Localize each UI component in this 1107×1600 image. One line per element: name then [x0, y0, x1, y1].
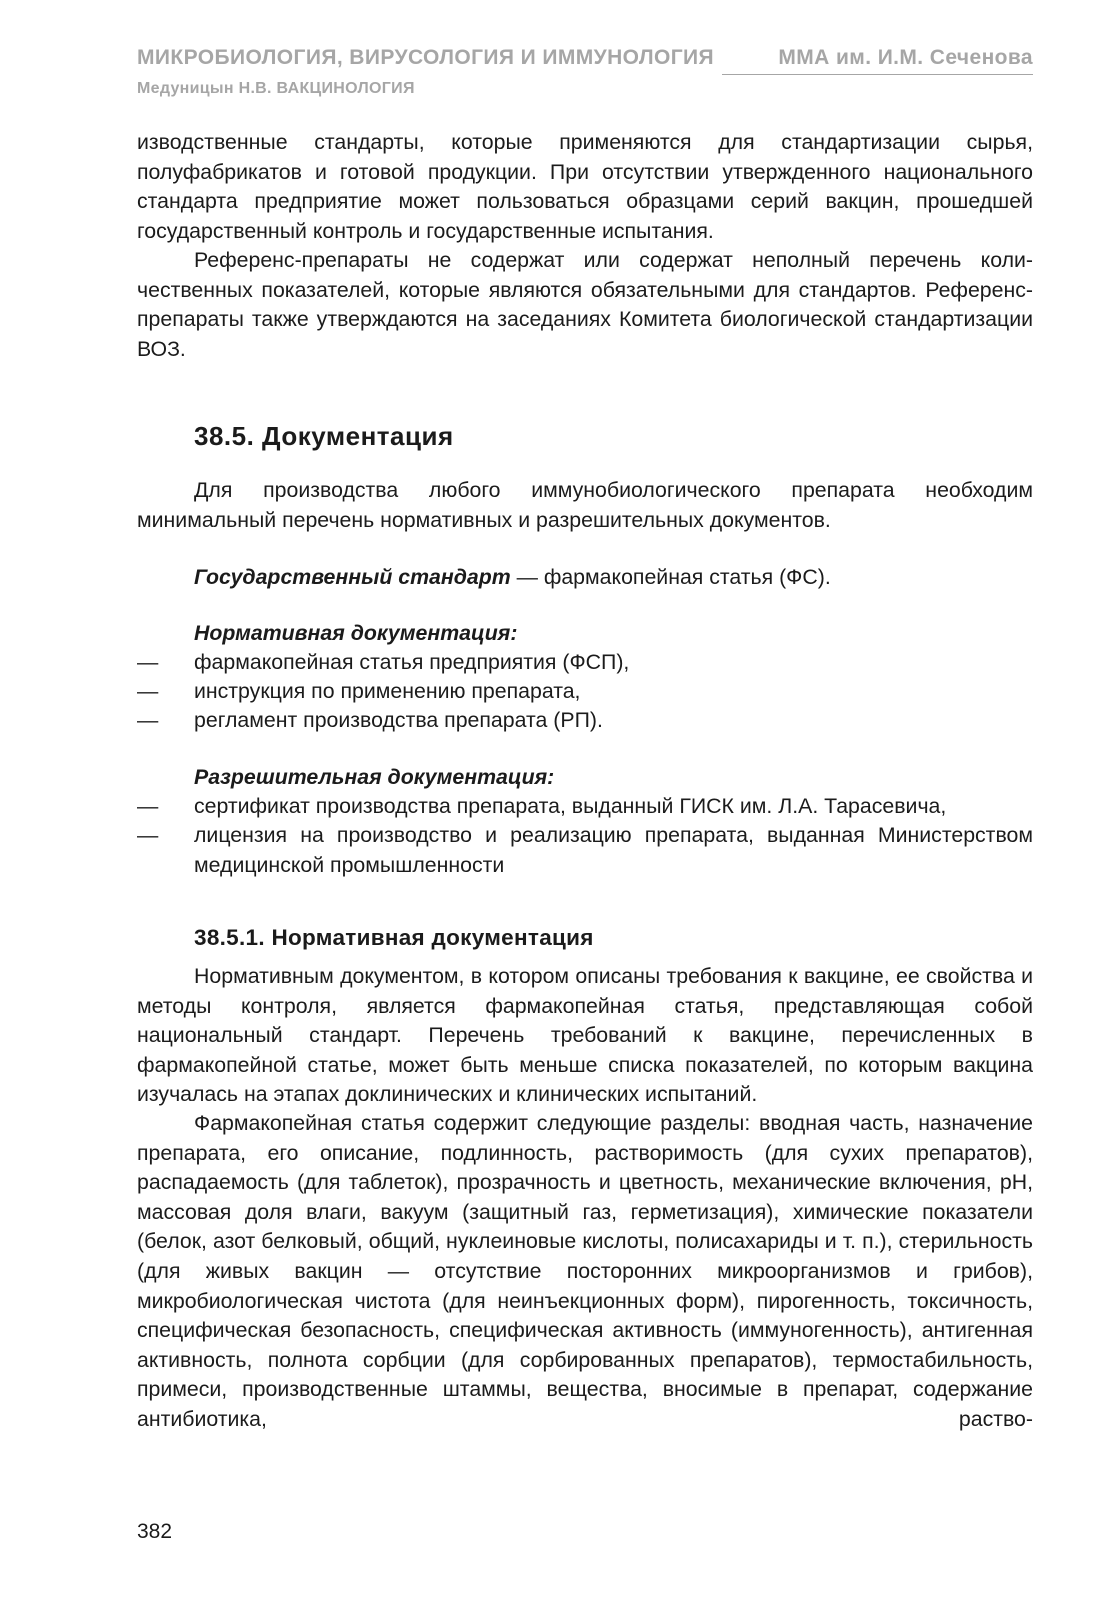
- list-item-text: инструкция по применению препарата,: [194, 679, 581, 703]
- header-rule: [722, 74, 1033, 75]
- page-number: 382: [137, 1520, 173, 1543]
- header-book-title: Медуницын Н.В. ВАКЦИНОЛОГИЯ: [137, 80, 415, 97]
- intro-paragraph-2: [137, 246, 1033, 364]
- paragraph-text: Нормативным документом, в котором описаны требования к вакцине, ее свойства и методы контроля, является фармакопейная статья, представляющая собой национальный стандарт. Перечень требований к вакцине, перечисленных в фармакопейной статье, может быть меньше списка показателей, по которым вакцина изучалась на этапах доклинических и клинических испытаний.: [137, 964, 1033, 1107]
- permissive-heading: Разрешительная документация:: [194, 765, 555, 789]
- section-heading: 38.5. Документация: [194, 421, 454, 451]
- intro-paragraph-1: [137, 128, 1033, 246]
- list-dash: —: [137, 823, 159, 847]
- normative-heading: Нормативная документация:: [194, 621, 518, 645]
- subsection-paragraph-1: [137, 962, 1033, 1110]
- list-item-text: регламент производства препарата (РП).: [194, 708, 603, 732]
- paragraph-text: Для производства любого иммунобиологического препарата необходим минимальный перечень нормативных и разрешительных документов.: [137, 478, 1033, 532]
- subsection-paragraph-2: [137, 1109, 1033, 1435]
- header-institution: ММА им. И.М. Сеченова: [778, 46, 1033, 69]
- list-dash: —: [137, 650, 159, 674]
- state-standard-label: Государственный стандарт: [194, 565, 511, 589]
- section-paragraph-1: [137, 476, 1033, 535]
- list-dash: —: [137, 794, 159, 818]
- subsection-heading: 38.5.1. Нормативная документация: [194, 925, 594, 950]
- running-header: [137, 46, 1033, 70]
- paragraph-text: Фармакопейная статья содержит следующие разделы: вводная часть, назначение препарата, его описание, подлинность, растворимость (для сухих препаратов), распадаемость (для таблеток), прозрачность и цветность, механические включения, pH, массовая доля влаги, вакуум (защитный газ, герметизация), химические показатели (белок, азот белковый, общий, нуклеиновые кислоты, полисахариды и т. п.), стерильность (для живых вакцин — отсутствие посторонних микроорганизмов и грибов), микробиологическая чистота (для неинъекционных форм), пирогенность, токсичность, специфическая безопасность, специфическая активность (иммуногенность), антигенная активность, полнота сорбции (для сорбированных препаратов), термостабильность, примеси, производственные штаммы, вещества, вносимые в препарат, содержание антибиотика, раство-: [137, 1111, 1033, 1431]
- state-standard-line: [194, 563, 831, 593]
- paragraph-text: изводственные стандарты, которые применяются для стандартизации сырья, полуфабрикатов и готовой продукции. При отсутствии утвержденного национального стандарта предприятие может пользоваться образцами серий вакцин, прошедшей государственный контроль и государственные испытания.: [137, 130, 1033, 243]
- state-standard-text: — фармакопейная статья (ФС).: [510, 565, 831, 589]
- list-item-text: фармакопейная статья предприятия (ФСП),: [194, 650, 630, 674]
- header-discipline: МИКРОБИОЛОГИЯ, ВИРУСОЛОГИЯ И ИММУНОЛОГИЯ: [137, 46, 715, 69]
- paragraph-text: Референс-препараты не содержат или содержат неполный перечень количественных показателей, которые являются обязательными для стандартов. Референс-препараты также утверждаются на заседаниях Комитета биологической стандартизации ВОЗ.: [137, 248, 1033, 361]
- list-item-text: лицензия на производство и реализацию препарата, выданная Министерством медицинской промышленности: [194, 823, 1033, 877]
- list-dash: —: [137, 679, 159, 703]
- list-dash: —: [137, 708, 159, 732]
- list-item-text: сертификат производства препарата, выданный ГИСК им. Л.А. Тарасевича,: [194, 794, 947, 818]
